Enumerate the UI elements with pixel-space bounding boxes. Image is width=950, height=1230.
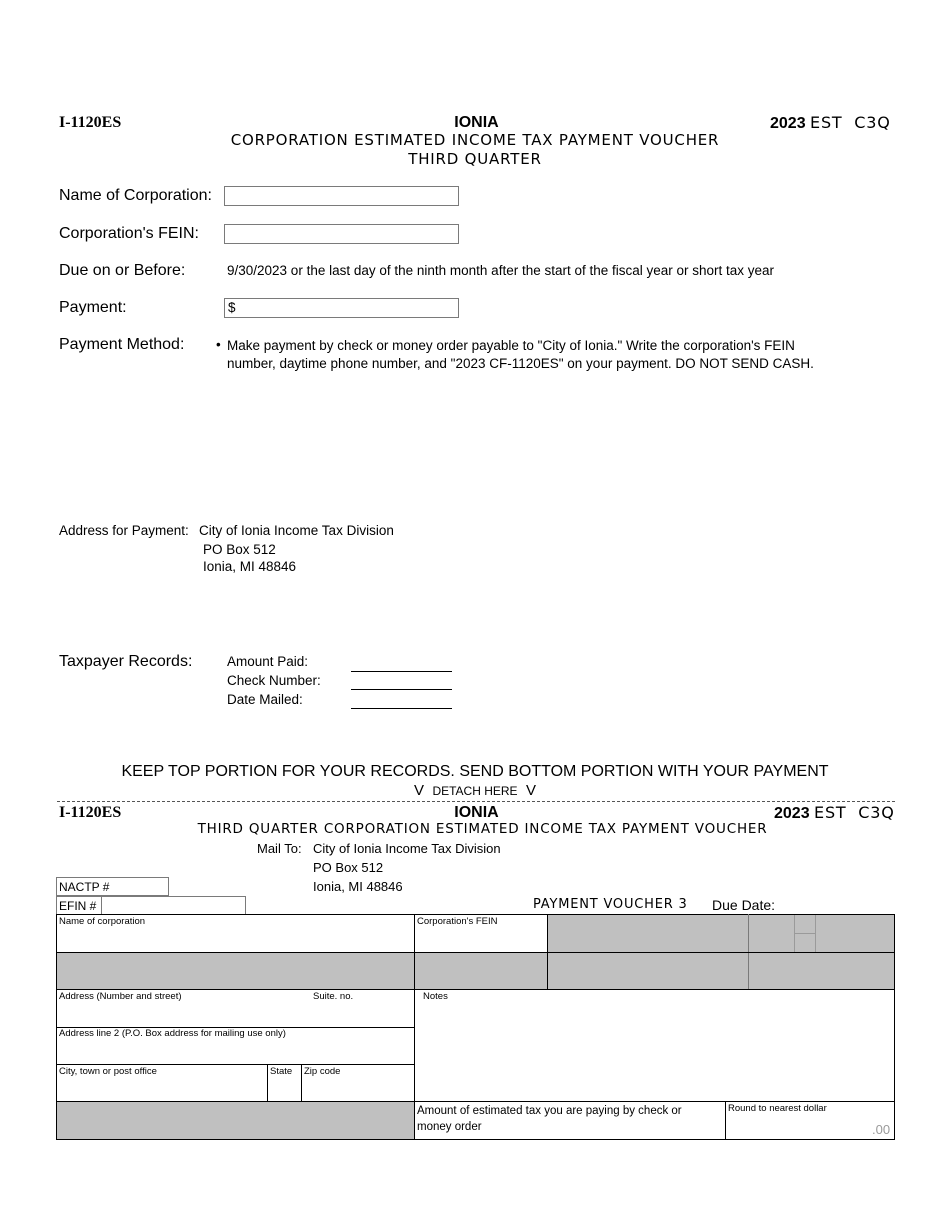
payment-label: Payment: [59, 299, 127, 316]
bullet: • [216, 337, 221, 352]
grid-divider [414, 914, 415, 1140]
voucher-title: THIRD QUARTER CORPORATION ESTIMATED INCOME TAX PAYMENT VOUCHER [197, 821, 768, 837]
amount-label-line-1: Amount of estimated tax you are paying by check or [417, 1105, 682, 1117]
check-number-label: Check Number: [227, 673, 321, 688]
gray-block [57, 1102, 414, 1139]
address2-field[interactable] [59, 1028, 286, 1039]
grid-divider [56, 989, 895, 990]
efin-divider [101, 897, 102, 914]
corp-fein-label: Corporation's FEIN [417, 916, 498, 927]
amount-label-line-2: money order [417, 1121, 482, 1133]
grid-divider [301, 1064, 302, 1101]
detach-text: DETACH HERE [432, 784, 518, 798]
city-field[interactable] [59, 1066, 157, 1077]
due-text: 9/30/2023 or the last day of the ninth month after the start of the fiscal year or short tax year [227, 263, 775, 278]
nactp-label: NACTP # [59, 880, 110, 894]
mail-line-2: PO Box 512 [313, 860, 384, 875]
fein-label: Corporation's FEIN: [59, 225, 199, 242]
nactp-field[interactable] [56, 877, 169, 896]
payment-input[interactable] [224, 298, 459, 318]
voucher-estimate-code: EST C3Q [814, 803, 895, 822]
notes-label: Notes [423, 991, 448, 1002]
name-of-corp-field[interactable] [59, 916, 145, 927]
round-label: Round to nearest dollar [728, 1103, 827, 1114]
notes-field[interactable] [423, 991, 448, 1002]
address-label: Address for Payment: [59, 523, 189, 538]
name-of-corp-label: Name of corporation [59, 916, 146, 927]
form-id: I-1120ES [59, 114, 122, 131]
address-line-3: Ionia, MI 48846 [203, 559, 297, 574]
suite-label: Suite. no. [313, 991, 354, 1002]
records-label: Taxpayer Records: [59, 653, 193, 670]
form-title: CORPORATION ESTIMATED INCOME TAX PAYMENT VOUCHER [230, 131, 720, 149]
zip-label: Zip code [304, 1066, 341, 1077]
check-box-divider [794, 933, 816, 934]
corp-fein-field[interactable] [417, 916, 497, 927]
gray-block [415, 953, 894, 989]
voucher-form-id: I-1120ES [59, 804, 122, 821]
dollar-sign: $ [228, 300, 236, 315]
detach-here [0, 782, 950, 800]
detach-line [57, 801, 895, 802]
address-field-label: Address (Number and street) [59, 991, 182, 1002]
fein-input[interactable] [224, 224, 459, 244]
zip-field[interactable] [304, 1066, 340, 1077]
arrow-down-icon: V [413, 782, 424, 799]
mail-to-label: Mail To: [257, 841, 302, 856]
amount-paid-line[interactable] [351, 671, 452, 672]
gray-block [548, 915, 748, 952]
amount-paid-label: Amount Paid: [227, 654, 309, 669]
check-number-line[interactable] [351, 689, 452, 690]
tax-year: 2023 [770, 115, 806, 132]
date-mailed-line[interactable] [351, 708, 452, 709]
method-line-1: Make payment by check or money order payable to "City of Ionia." Write the corporation's FEIN [227, 338, 795, 353]
estimate-code: EST C3Q [810, 113, 891, 132]
detach-instruction: KEEP TOP PORTION FOR YOUR RECORDS. SEND BOTTOM PORTION WITH YOUR PAYMENT [121, 763, 829, 780]
address2-label: Address line 2 (P.O. Box address for mailing use only) [59, 1028, 286, 1039]
gray-block [749, 915, 894, 952]
method-line-2: number, daytime phone number, and "2023 CF-1120ES" on your payment. DO NOT SEND CASH. [227, 356, 814, 371]
suite-field[interactable] [313, 991, 353, 1002]
city-name: IONIA [454, 114, 499, 131]
grid-divider [56, 952, 895, 953]
date-mailed-label: Date Mailed: [227, 692, 303, 707]
voucher-city: IONIA [454, 804, 499, 821]
amount-field[interactable] [728, 1103, 827, 1114]
address-line-2: PO Box 512 [203, 542, 276, 557]
year-code [770, 113, 891, 133]
mail-line-1: City of Ionia Income Tax Division [313, 841, 501, 856]
method-label: Payment Method: [59, 336, 185, 353]
form-subtitle: THIRD QUARTER [408, 150, 542, 168]
grid-divider [725, 1101, 726, 1140]
grid-divider [267, 1064, 268, 1101]
state-label: State [270, 1066, 293, 1077]
address-field[interactable] [59, 991, 182, 1002]
address-line-1: City of Ionia Income Tax Division [199, 523, 394, 538]
efin-label: EFIN # [59, 899, 97, 913]
due-label: Due on or Before: [59, 262, 186, 279]
arrow-down-icon: V [526, 782, 537, 799]
corporation-name-input[interactable] [224, 186, 459, 206]
state-field[interactable] [270, 1066, 292, 1077]
grid-divider [56, 1101, 895, 1102]
mail-line-3: Ionia, MI 48846 [313, 879, 403, 894]
voucher-tax-year: 2023 [774, 805, 810, 822]
name-label: Name of Corporation: [59, 187, 212, 204]
cents-placeholder: .00 [872, 1122, 891, 1137]
city-label: City, town or post office [59, 1066, 157, 1077]
voucher-number: PAYMENT VOUCHER 3 [533, 897, 688, 912]
gray-block [57, 953, 414, 989]
voucher-year-code [774, 803, 895, 823]
efin-field[interactable] [56, 896, 246, 915]
grid-divider [56, 1064, 414, 1065]
due-date-label: Due Date: [712, 897, 776, 913]
